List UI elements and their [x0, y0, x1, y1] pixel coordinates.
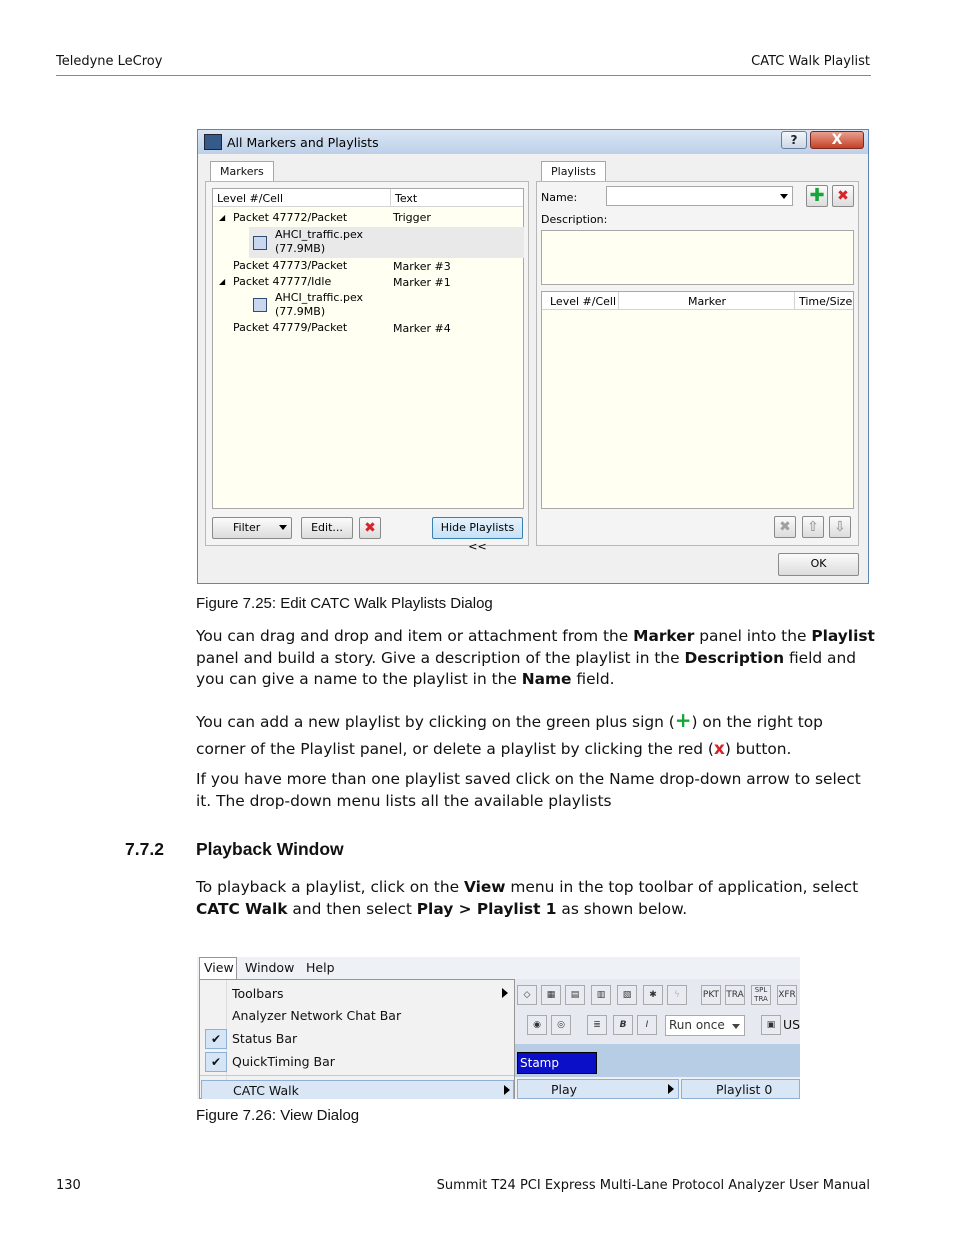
- menu-item-catc-walk[interactable]: CATC Walk: [201, 1080, 514, 1099]
- header-rule: [56, 75, 871, 76]
- red-x-icon: x: [713, 739, 725, 759]
- file-icon: [253, 236, 267, 250]
- section-title: Playback Window: [196, 839, 344, 859]
- tree-row-cell[interactable]: Packet 47777/Idle: [233, 275, 332, 288]
- col-text[interactable]: Text: [395, 192, 418, 205]
- menu-item-toolbars[interactable]: Toolbars: [232, 986, 284, 1001]
- bold-icon[interactable]: B: [613, 1015, 633, 1035]
- playlist-grid[interactable]: [541, 291, 854, 509]
- submenu-playlist-0[interactable]: Playlist 0: [681, 1079, 800, 1099]
- move-up-icon[interactable]: ⇧: [802, 516, 824, 538]
- description-field[interactable]: [541, 230, 854, 285]
- check-icon: ✔: [205, 1029, 227, 1049]
- toolbar-icon[interactable]: ≣: [587, 1015, 607, 1035]
- submenu-arrow-icon: [668, 1084, 674, 1094]
- remove-item-icon[interactable]: ✖: [774, 516, 796, 538]
- tree-row-text[interactable]: Trigger: [393, 211, 431, 224]
- usb-icon[interactable]: ▣: [761, 1015, 781, 1035]
- delete-marker-icon[interactable]: ✖: [359, 517, 381, 539]
- expander-icon[interactable]: ◢: [219, 213, 226, 222]
- submenu-arrow-icon: [504, 1085, 510, 1095]
- attachment-filename[interactable]: AHCI_traffic.pex: [275, 291, 364, 304]
- figure-caption: Figure 7.26: View Dialog: [196, 1107, 360, 1124]
- menubar: [197, 957, 800, 979]
- figure-caption: Figure 7.25: Edit CATC Walk Playlists Dialog: [196, 595, 493, 612]
- app-toolbar: [515, 979, 800, 1044]
- col-level-cell[interactable]: Level #/Cell: [550, 295, 617, 308]
- col-marker[interactable]: Marker: [688, 295, 727, 308]
- toolbar-icon[interactable]: ▦: [541, 985, 561, 1005]
- toolbar-icon[interactable]: ▥: [591, 985, 611, 1005]
- paragraph-4: To playback a playlist, click on the View menu in the top toolbar of application, select CATC Walk and then select Play > Playlist 1 as shown below.: [196, 878, 859, 918]
- edit-button[interactable]: Edit...: [301, 517, 353, 539]
- name-dropdown[interactable]: [606, 186, 793, 206]
- italic-icon[interactable]: I: [637, 1015, 657, 1035]
- description-label: Description:: [541, 213, 608, 226]
- toolbar-spl-tra[interactable]: SPL TRA: [751, 985, 771, 1005]
- attachment-size: (77.9MB): [275, 305, 326, 318]
- view-dropdown: [199, 979, 515, 1099]
- dialog-titlebar: [198, 130, 868, 154]
- tree-row-text[interactable]: Marker #1: [393, 276, 451, 289]
- name-label: Name:: [541, 191, 578, 204]
- close-button[interactable]: X: [810, 131, 864, 149]
- toolbar-icon[interactable]: ◎: [551, 1015, 571, 1035]
- footer-page: 130: [56, 1178, 81, 1193]
- dialog-title: All Markers and Playlists: [227, 135, 379, 150]
- toolbar-tra[interactable]: TRA: [725, 985, 745, 1005]
- header-left: Teledyne LeCroy: [56, 54, 163, 69]
- check-icon: ✔: [205, 1052, 227, 1072]
- menu-item-status-bar[interactable]: Status Bar: [232, 1031, 298, 1046]
- tab-markers[interactable]: Markers: [210, 161, 274, 181]
- col-level-cell[interactable]: Level #/Cell: [217, 192, 284, 205]
- header-right: CATC Walk Playlist: [751, 54, 870, 69]
- playlist-header: [542, 292, 853, 310]
- tree-row-text[interactable]: Marker #3: [393, 260, 451, 273]
- attachment-filename: AHCI_traffic.pex: [275, 228, 364, 241]
- filter-label: Filter: [233, 521, 261, 534]
- menu-window[interactable]: Window: [245, 960, 295, 975]
- green-plus-icon: +: [674, 708, 692, 732]
- view-menu-screenshot: [197, 957, 800, 1099]
- toolbar-icon[interactable]: ◇: [517, 985, 537, 1005]
- lightning-icon[interactable]: ϟ: [667, 985, 687, 1005]
- menu-item-network-chat[interactable]: Analyzer Network Chat Bar: [232, 1008, 402, 1023]
- file-icon: [253, 298, 267, 312]
- paragraph-1: You can drag and drop and item or attachment from the Marker panel into the Playlist panel and build a story. Give a description of the playlist in the Description field and you can give a name to the playlist in the Name field.: [196, 627, 875, 688]
- submenu-play[interactable]: Play: [517, 1079, 679, 1099]
- chevron-down-icon: [279, 525, 287, 530]
- markers-tree[interactable]: [212, 188, 524, 509]
- toolbar-icon[interactable]: ▧: [617, 985, 637, 1005]
- footer-title: Summit T24 PCI Express Multi-Lane Protocol Analyzer User Manual: [436, 1178, 870, 1193]
- run-once-label: Run once: [669, 1018, 725, 1032]
- move-down-icon[interactable]: ⇩: [829, 516, 851, 538]
- toolbar-icon[interactable]: ✱: [643, 985, 663, 1005]
- filter-button[interactable]: [212, 517, 292, 539]
- playlists-panel: [536, 181, 859, 546]
- delete-playlist-icon[interactable]: ✖: [832, 185, 854, 207]
- tree-row-cell[interactable]: Packet 47773/Packet: [233, 259, 348, 272]
- add-playlist-icon[interactable]: ✚: [806, 185, 828, 207]
- attachment-row[interactable]: [249, 227, 524, 258]
- menu-help[interactable]: Help: [306, 960, 335, 975]
- help-button[interactable]: ?: [781, 131, 807, 149]
- binoculars-icon[interactable]: ◉: [527, 1015, 547, 1035]
- hide-playlists-button[interactable]: Hide Playlists <<: [432, 517, 523, 539]
- toolbar-xfr[interactable]: XFR: [777, 985, 797, 1005]
- section-number: 7.7.2: [125, 839, 164, 859]
- paragraph-3: If you have more than one playlist saved click on the Name drop-down arrow to select it. The drop-down menu lists all the available playlists: [196, 770, 861, 810]
- toolbar-icon[interactable]: ▤: [565, 985, 585, 1005]
- ok-button[interactable]: OK: [778, 553, 859, 576]
- col-time-size[interactable]: Time/Size: [799, 295, 853, 308]
- tree-row-text[interactable]: Marker #4: [393, 322, 451, 335]
- attachment-size: (77.9MB): [275, 242, 326, 255]
- markers-panel: [205, 181, 529, 553]
- us-label: US: [783, 1017, 800, 1032]
- all-markers-dialog: [197, 129, 869, 584]
- toolbar-pkt[interactable]: PKT: [701, 985, 721, 1005]
- stamp-cell[interactable]: Stamp: [517, 1052, 597, 1074]
- expander-icon[interactable]: ◢: [219, 277, 226, 286]
- markers-header: [213, 189, 523, 207]
- menu-item-quicktiming[interactable]: QuickTiming Bar: [232, 1054, 335, 1069]
- tab-playlists[interactable]: Playlists: [541, 161, 606, 181]
- chevron-down-icon[interactable]: [780, 194, 788, 199]
- tree-row-cell[interactable]: Packet 47772/Packet: [233, 211, 348, 224]
- menu-view[interactable]: View: [204, 960, 234, 975]
- tree-row-cell[interactable]: Packet 47779/Packet: [233, 321, 348, 334]
- chevron-down-icon[interactable]: [732, 1024, 740, 1029]
- run-once-select[interactable]: [665, 1015, 745, 1036]
- paragraph-2: You can add a new playlist by clicking on the green plus sign (+) on the right top corner of the Playlist panel, or delete a playlist by clicking the red (x) button.: [196, 708, 823, 759]
- app-icon: [204, 134, 222, 150]
- submenu-arrow-icon: [502, 988, 508, 998]
